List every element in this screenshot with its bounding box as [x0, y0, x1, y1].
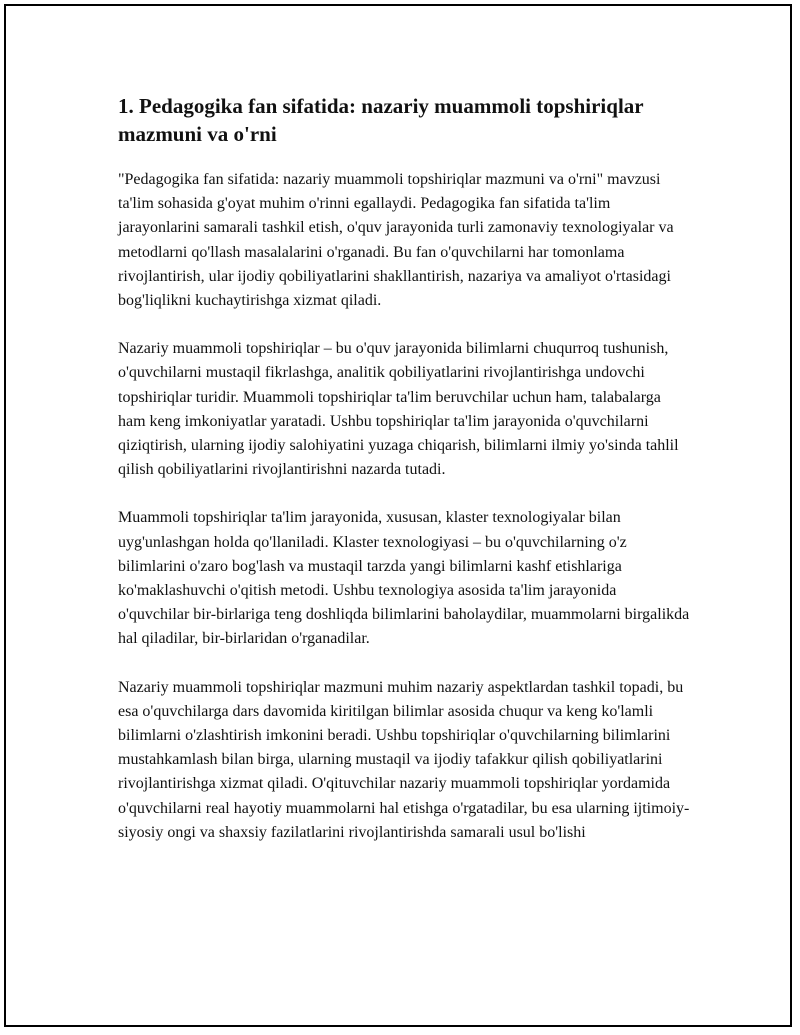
document-title: 1. Pedagogika fan sifatida: nazariy muammoli topshiriqlar mazmuni va o'rni: [118, 94, 644, 146]
paragraph-4: Nazariy muammoli topshiriqlar mazmuni muhim nazariy aspektlardan tashkil topadi, bu esa o'quvchilarga dars davomida kiritilgan bilimlar asosida chuqur va keng ko'lamli bilimlarni o'zlashtirish imkonini beradi. Ushbu topshiriqlar o'quvchilarning bilimlarini mustahkamlash bilan birga, ularning mustaqil va ijodiy tafakkur qilish qobiliyatlarini rivojlantirishga xizmat qiladi. O'qituvchilar nazariy muammoli topshiriqlar yordamida o'quvchilarni real hayotiy muammolarni hal etishga o'rgatadilar, bu esa ularning ijtimoiy-siyosiy ongi va shaxsiy fazilatlarini rivojlantirishda samarali usul bo'lishi: [118, 678, 690, 841]
paragraph-3: Muammoli topshiriqlar ta'lim jarayonida, xususan, klaster texnologiyalar bilan uyg'unlashgan holda qo'llaniladi. Klaster texnologiyasi – bu o'quvchilarning o'z bilimlarini o'zaro bog'lash va mustaqil tarzda yangi bilimlarni kashf etishlariga ko'maklashuvchi o'qitish metodi. Ushbu texnologiya asosida ta'lim jarayonida o'quvchilar bir-birlariga teng doshliqda bilimlarini baholaydilar, muammolarni birgalikda hal qiladilar, bir-birlaridan o'rganadilar.: [118, 509, 690, 648]
paragraph-1: "Pedagogika fan sifatida: nazariy muammoli topshiriqlar mazmuni va o'rni" mavzusi ta'lim sohasida g'oyat muhim o'rinni egallaydi. Pedagogika fan sifatida ta'lim jarayonlarini samarali tashkil etish, o'quv jarayonida turli zamonaviy texnologiyalar va metodlarni qo'llash masalalarini o'rganadi. Bu fan o'quvchilarni har tomonlama rivojlantirish, ular ijodiy qobiliyatlarini shakllantirish, nazariya va amaliyot o'rtasidagi bog'liqlikni kuchaytirishga xizmat qiladi.: [118, 171, 674, 310]
document-body: [118, 92, 690, 869]
paragraph-2: Nazariy muammoli topshiriqlar – bu o'quv jarayonida bilimlarni chuqurroq tushunish, o'quvchilarni mustaqil fikrlashga, analitik qobiliyatlarini rivojlantirishga undovchi topshiriqlar turidir. Muammoli topshiriqlar ta'lim beruvchilar uchun ham, talabalarga ham keng imkoniyatlar yaratadi. Ushbu topshiriqlar ta'lim jarayonida o'quvchilarni qiziqtirish, ularning ijodiy salohiyatini yuzaga chiqarish, bilimlarni ilmiy yo'sinda tahlil qilish qobiliyatlarini rivojlantirishni nazarda tutadi.: [118, 340, 679, 479]
